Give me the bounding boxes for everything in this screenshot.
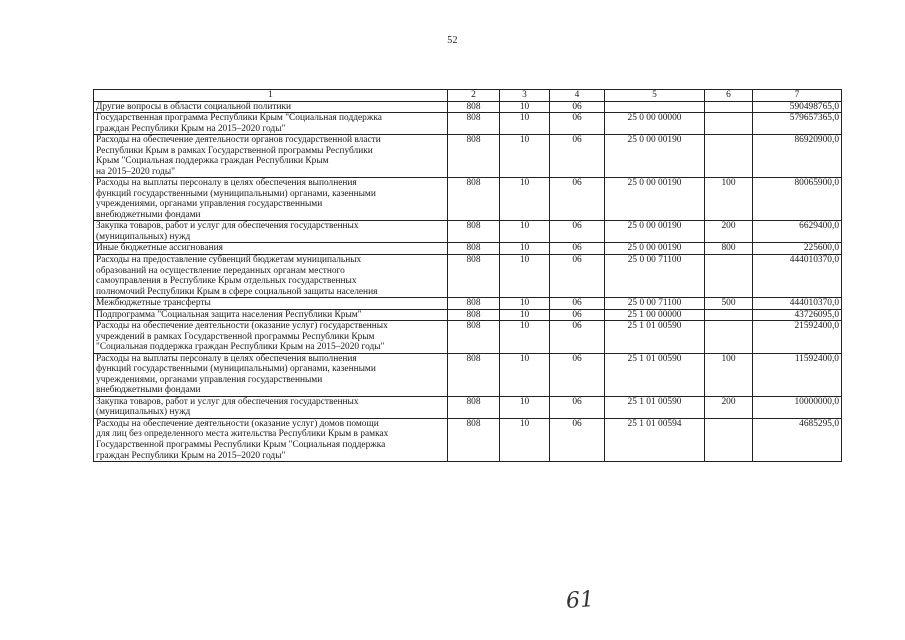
description-line: внебюджетными фондами (96, 385, 201, 396)
description-line: внебюджетными фондами (96, 209, 201, 220)
subsection-code: 06 (550, 178, 605, 221)
table-row (94, 113, 842, 135)
subsection-code: 06 (550, 101, 605, 113)
header-cell: 5 (605, 90, 705, 102)
amount: 21592400,0 (753, 321, 842, 354)
row-description (94, 113, 448, 135)
description-line: учреждениями, органами управления государственными (96, 374, 323, 385)
description-line: Расходы на предоставление субвенций бюджетам муниципальных (96, 254, 362, 265)
section-code: 10 (500, 418, 550, 461)
row-description (94, 309, 448, 321)
description-line: самоуправления в Республике Крым отдельных государственных (96, 276, 357, 287)
ministry-code: 808 (448, 309, 500, 321)
description-line: Республики Крым в рамках Государственной программы Республики (96, 145, 373, 156)
section-code: 10 (500, 243, 550, 255)
expense-type-code: 100 (705, 178, 753, 221)
table-row (94, 321, 842, 354)
amount: 225600,0 (753, 243, 842, 255)
subsection-code: 06 (550, 135, 605, 178)
row-description (94, 396, 448, 418)
table-row (94, 353, 842, 396)
description-line: Государственная программа Республики Крым "Социальная поддержка (96, 113, 382, 124)
expense-type-code (705, 321, 753, 354)
subsection-code: 06 (550, 254, 605, 297)
amount: 444010370,0 (753, 298, 842, 310)
ministry-code: 808 (448, 298, 500, 310)
header-cell: 2 (448, 90, 500, 102)
description-line: образований на осуществление переданных органам местного (96, 265, 345, 276)
table-row (94, 254, 842, 297)
subsection-code: 06 (550, 309, 605, 321)
amount: 6629400,0 (753, 221, 842, 243)
description-line: (муниципальных) нужд (96, 231, 191, 242)
table-row (94, 418, 842, 461)
row-description (94, 321, 448, 354)
section-code: 10 (500, 221, 550, 243)
section-code: 10 (500, 254, 550, 297)
header-cell: 6 (705, 90, 753, 102)
amount: 590498765,0 (753, 101, 842, 113)
ministry-code: 808 (448, 321, 500, 354)
expense-type-code (705, 135, 753, 178)
description-line: для лиц без определенного места жительства Республики Крым в рамках (96, 429, 389, 440)
target-article-code: 25 0 00 00190 (605, 135, 705, 178)
header-row (94, 90, 842, 102)
expense-type-code: 200 (705, 221, 753, 243)
target-article-code: 25 0 00 00000 (605, 113, 705, 135)
page-number: 52 (447, 35, 458, 46)
target-article-code: 25 1 01 00590 (605, 396, 705, 418)
table-row (94, 243, 842, 255)
ministry-code: 808 (448, 243, 500, 255)
amount: 10000000,0 (753, 396, 842, 418)
table-row (94, 298, 842, 310)
description-line: Другие вопросы в области социальной политики (96, 101, 292, 112)
row-description (94, 254, 448, 297)
table-row (94, 221, 842, 243)
expense-type-code (705, 418, 753, 461)
table-row (94, 396, 842, 418)
target-article-code: 25 1 01 00590 (605, 321, 705, 354)
description-line: "Социальная поддержка граждан Республики Крым на 2015–2020 годы" (96, 342, 385, 353)
subsection-code: 06 (550, 298, 605, 310)
subsection-code: 06 (550, 321, 605, 354)
description-line: Расходы на выплаты персоналу в целях обеспечения выполнения (96, 178, 357, 189)
table-body (94, 101, 842, 462)
subsection-code: 06 (550, 396, 605, 418)
expense-type-code (705, 113, 753, 135)
description-line: учреждений в рамках Государственной программы Республики Крым (96, 331, 375, 342)
ministry-code: 808 (448, 254, 500, 297)
description-line: (муниципальных) нужд (96, 407, 191, 418)
description-line: граждан Республики Крым на 2015–2020 годы" (96, 123, 286, 134)
ministry-code: 808 (448, 113, 500, 135)
expense-type-code: 100 (705, 353, 753, 396)
description-line: полномочий Республики Крым в сфере социальной защиты населения (96, 286, 378, 297)
section-code: 10 (500, 178, 550, 221)
target-article-code: 25 1 00 00000 (605, 309, 705, 321)
row-description (94, 101, 448, 113)
header-cell: 4 (550, 90, 605, 102)
description-line: функций государственными (муниципальными) органами, казенными (96, 364, 376, 375)
description-line: Расходы на обеспечение деятельности (оказание услуг) домов помощи (96, 418, 379, 429)
subsection-code: 06 (550, 221, 605, 243)
row-description (94, 221, 448, 243)
amount: 11592400,0 (753, 353, 842, 396)
target-article-code: 25 0 00 00190 (605, 178, 705, 221)
table-row (94, 101, 842, 113)
description-line: граждан Республики Крым на 2015–2020 годы" (96, 450, 286, 461)
ministry-code: 808 (448, 135, 500, 178)
subsection-code: 06 (550, 418, 605, 461)
table-row (94, 178, 842, 221)
target-article-code: 25 1 01 00594 (605, 418, 705, 461)
description-line: Закупка товаров, работ и услуг для обеспечения государственных (96, 396, 359, 407)
amount: 444010370,0 (753, 254, 842, 297)
section-code: 10 (500, 309, 550, 321)
subsection-code: 06 (550, 353, 605, 396)
row-description (94, 178, 448, 221)
row-description (94, 135, 448, 178)
section-code: 10 (500, 353, 550, 396)
ministry-code: 808 (448, 418, 500, 461)
amount: 579657365,0 (753, 113, 842, 135)
table-row (94, 309, 842, 321)
description-line: на 2015–2020 годы" (96, 166, 175, 177)
row-description (94, 353, 448, 396)
description-line: учреждениями, органами управления государственными (96, 199, 323, 210)
expense-type-code: 800 (705, 243, 753, 255)
amount: 80065900,0 (753, 178, 842, 221)
target-article-code: 25 0 00 71100 (605, 298, 705, 310)
row-description (94, 243, 448, 255)
expense-type-code: 500 (705, 298, 753, 310)
expense-type-code (705, 101, 753, 113)
target-article-code: 25 0 00 00190 (605, 243, 705, 255)
amount: 86920900,0 (753, 135, 842, 178)
header-cell: 3 (500, 90, 550, 102)
target-article-code (605, 101, 705, 113)
target-article-code: 25 0 00 71100 (605, 254, 705, 297)
section-code: 10 (500, 113, 550, 135)
subsection-code: 06 (550, 113, 605, 135)
section-code: 10 (500, 396, 550, 418)
ministry-code: 808 (448, 101, 500, 113)
description-line: Закупка товаров, работ и услуг для обеспечения государственных (96, 221, 359, 232)
section-code: 10 (500, 321, 550, 354)
section-code: 10 (500, 298, 550, 310)
budget-table (93, 89, 842, 462)
subsection-code: 06 (550, 243, 605, 255)
ministry-code: 808 (448, 396, 500, 418)
description-line: Подпрограмма "Социальная защита населения Республики Крым" (96, 309, 362, 320)
target-article-code: 25 0 00 00190 (605, 221, 705, 243)
header-cell: 1 (94, 90, 448, 102)
description-line: Государственной программы Республики Крым "Социальная поддержка (96, 440, 386, 450)
description-line: Межбюджетные трансферты (96, 298, 211, 309)
row-description (94, 418, 448, 461)
header-cell: 7 (753, 90, 842, 102)
table-row (94, 135, 842, 178)
expense-type-code (705, 309, 753, 321)
section-code: 10 (500, 135, 550, 178)
description-line: Иные бюджетные ассигнования (96, 243, 223, 254)
amount: 4685295,0 (753, 418, 842, 461)
handwritten-page-mark: 61 (565, 587, 595, 614)
description-line: Крым "Социальная поддержка граждан Республики Крым (96, 156, 329, 167)
expense-type-code (705, 254, 753, 297)
description-line: Расходы на обеспечение деятельности органов государственной власти (96, 135, 381, 146)
section-code: 10 (500, 101, 550, 113)
description-line: функций государственными (муниципальными) органами, казенными (96, 188, 376, 199)
description-line: Расходы на выплаты персоналу в целях обеспечения выполнения (96, 353, 357, 364)
amount: 43726095,0 (753, 309, 842, 321)
ministry-code: 808 (448, 353, 500, 396)
description-line: Расходы на обеспечение деятельности (оказание услуг) государственных (96, 321, 388, 332)
expense-type-code: 200 (705, 396, 753, 418)
ministry-code: 808 (448, 178, 500, 221)
row-description (94, 298, 448, 310)
ministry-code: 808 (448, 221, 500, 243)
target-article-code: 25 1 01 00590 (605, 353, 705, 396)
